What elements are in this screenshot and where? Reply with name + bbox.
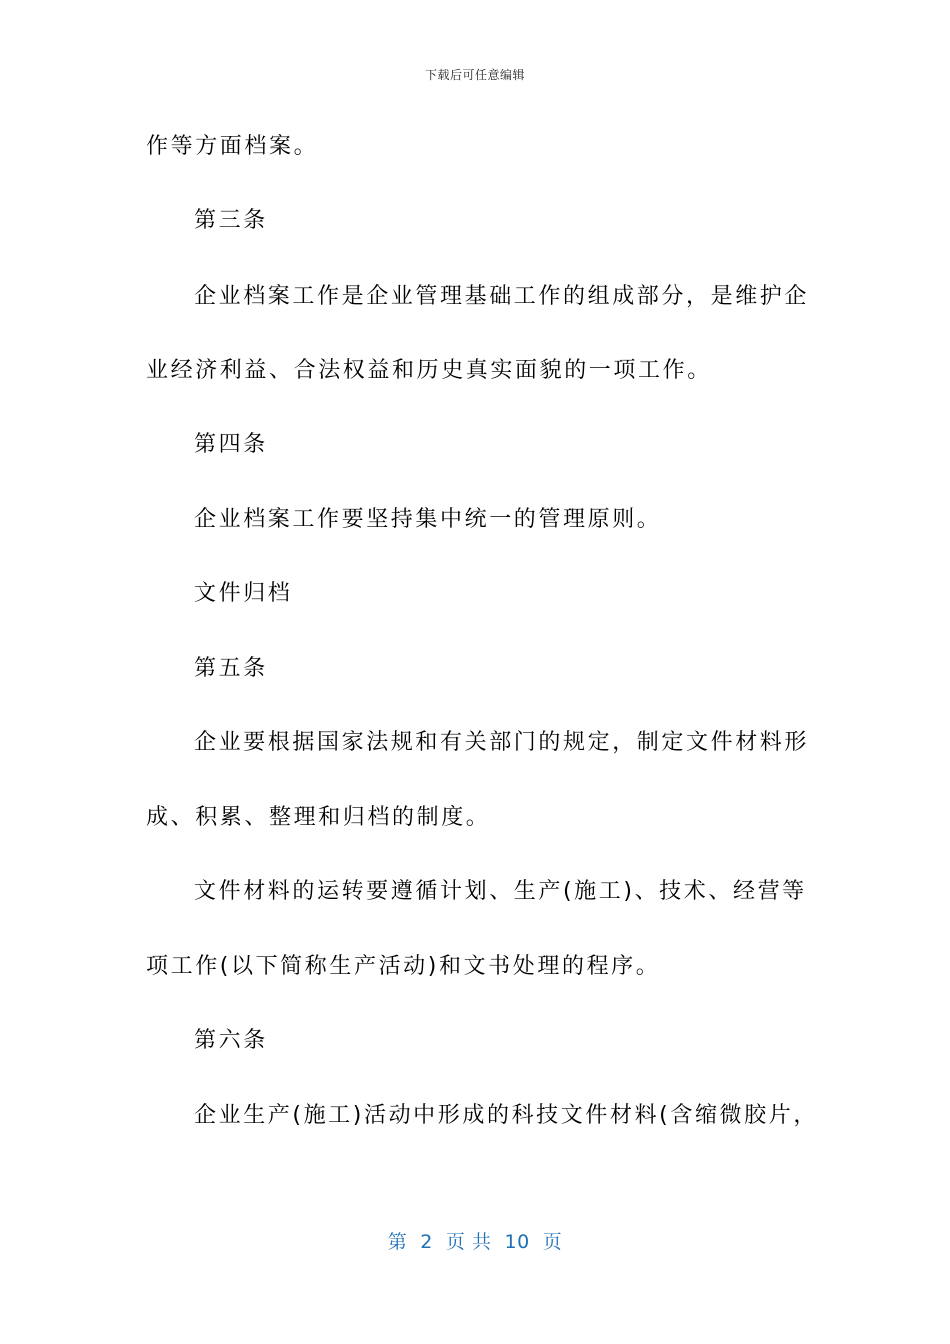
article-heading: 第四条 xyxy=(194,432,268,457)
paragraph-line: 企业档案工作要坚持集中统一的管理原则。 xyxy=(194,507,662,532)
paragraph-line: 作等方面档案。 xyxy=(146,134,319,159)
paragraph-line: 项工作(以下简称生产活动)和文书处理的程序。 xyxy=(146,954,661,979)
paragraph-line: 企业生产(施工)活动中形成的科技文件材料(含缩微胶片， xyxy=(194,1103,818,1128)
paragraph-line: 业经济利益、合法权益和历史真实面貌的一项工作。 xyxy=(146,358,712,383)
paragraph-line: 企业档案工作是企业管理基础工作的组成部分，是维护企 xyxy=(194,284,810,309)
paragraph-line: 成、积累、整理和归档的制度。 xyxy=(146,805,491,830)
article-heading: 第五条 xyxy=(194,656,268,681)
paragraph-line: 文件材料的运转要遵循计划、生产(施工)、技术、经营等 xyxy=(194,879,807,904)
page-number-footer: 第 2 页 共 10 页 xyxy=(387,1231,563,1253)
article-heading: 第六条 xyxy=(194,1028,268,1053)
section-heading: 文件归档 xyxy=(194,581,293,606)
header-note: 下载后可任意编辑 xyxy=(424,68,525,82)
article-heading: 第三条 xyxy=(194,208,268,233)
paragraph-line: 企业要根据国家法规和有关部门的规定，制定文件材料形 xyxy=(194,730,810,755)
